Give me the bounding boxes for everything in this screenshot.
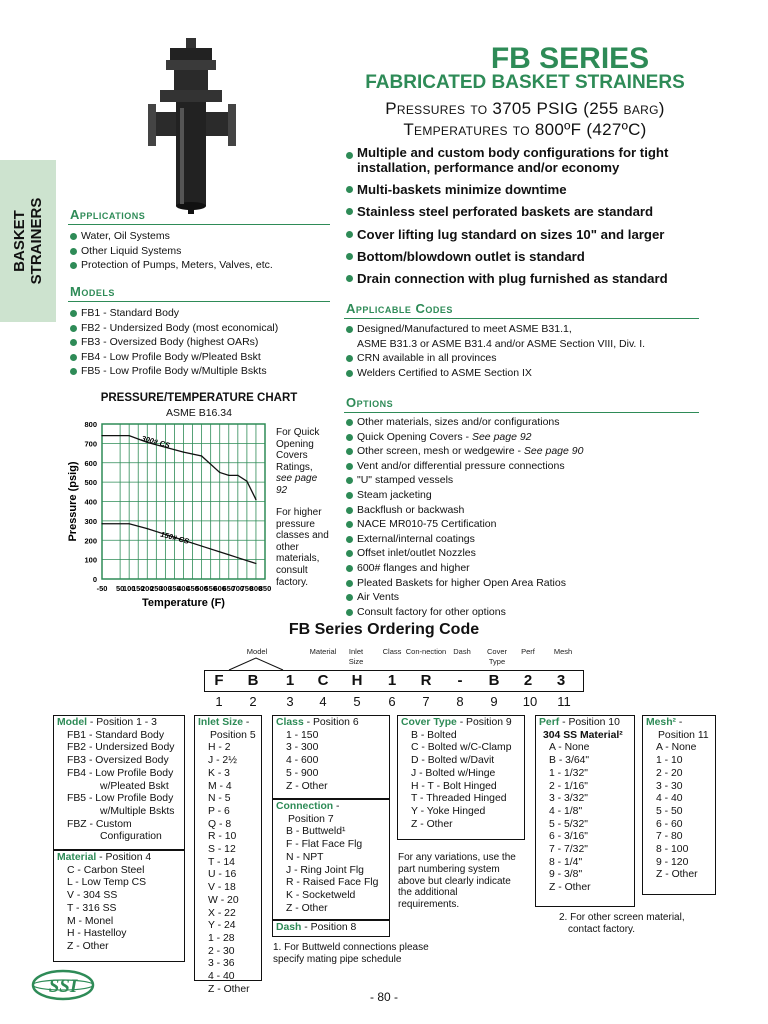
logo-text: SSI xyxy=(48,976,78,997)
position-number: 11 xyxy=(557,694,571,709)
position-number: 2 xyxy=(249,694,257,709)
temperature-rating: Temperatures to 800ºF (427ºC) xyxy=(403,120,647,139)
list-item: Consult factory for other options xyxy=(346,605,583,620)
pressure-rating: Pressures to 3705 PSIG (255 barg) xyxy=(385,99,665,118)
divider xyxy=(68,224,330,225)
box-item: 4 - 40 xyxy=(656,793,683,805)
footnote-line: 2. For other screen material, xyxy=(559,912,685,923)
box-item: 1 - 10 xyxy=(656,755,683,767)
box-item: H - 2 xyxy=(208,742,231,754)
x-axis-label: Temperature (F) xyxy=(142,597,225,609)
code-char: R xyxy=(420,672,432,689)
data-point xyxy=(246,560,247,561)
ordering-code-title: FB Series Ordering Code xyxy=(288,621,480,638)
side-tab xyxy=(0,160,56,322)
box-item: FB4 - Low Profile Body xyxy=(67,767,174,779)
code-header-perf: Perf xyxy=(521,647,535,656)
option-text: Other screen, mesh or wedgewire - xyxy=(357,445,524,458)
box-item: FBZ - Custom xyxy=(67,818,132,830)
list-item xyxy=(346,444,583,459)
box-title xyxy=(539,717,631,730)
y-axis-label: Pressure (psig) xyxy=(67,461,79,542)
feature-item: Bottom/blowdown outlet is standard xyxy=(346,246,706,268)
box-item: Z - Other xyxy=(286,902,328,914)
box-item: 4 - 600 xyxy=(286,755,319,767)
x-tick-label: 100 xyxy=(122,584,136,593)
note-line: classes and xyxy=(276,530,329,542)
note-line: consult xyxy=(276,564,308,576)
note-line: For Quick xyxy=(276,427,320,438)
list-item: Vent and/or differential pressure connections xyxy=(346,459,583,474)
box-item: 6 - 60 xyxy=(656,818,683,830)
box-item: S - 12 xyxy=(208,844,236,856)
list-item: FB1 - Standard Body xyxy=(70,306,278,321)
divider xyxy=(68,301,330,302)
box-item: FB1 - Standard Body xyxy=(67,729,165,741)
y-tick-label: 100 xyxy=(84,555,97,565)
box-position: - Position 6 xyxy=(303,717,359,728)
box-position: - Position 8 xyxy=(301,922,357,933)
box-item: Z - Other xyxy=(67,940,109,952)
box-item: V - 304 SS xyxy=(67,890,118,902)
applications-heading: Applications xyxy=(70,207,146,222)
y-tick-label: 600 xyxy=(84,458,97,468)
footnote-line: specify mating pipe schedule xyxy=(273,953,402,965)
applications-list xyxy=(70,229,273,273)
footnote-line: 1. For Buttweld connections please xyxy=(273,942,429,953)
code-char: - xyxy=(457,672,463,689)
data-point xyxy=(201,545,202,546)
position-number: 8 xyxy=(456,694,464,709)
code-header-inlet: Inlet Size xyxy=(348,647,364,666)
page-number: - 80 - xyxy=(369,990,398,1004)
code-char: 3 xyxy=(556,672,566,689)
box-title xyxy=(646,717,712,730)
list-item: "U" stamped vessels xyxy=(346,473,583,488)
x-tick-label: 50 xyxy=(115,584,125,593)
data-point xyxy=(255,563,256,564)
code-header-cover: Cover Type xyxy=(486,647,507,666)
box-item: 9 - 3/8" xyxy=(549,869,583,881)
box-item: 8 - 1/4" xyxy=(549,856,583,868)
list-item: Offset inlet/outlet Nozzles xyxy=(346,546,583,561)
box-item: R - Raised Face Flg xyxy=(286,877,379,889)
x-tick-label: 200 xyxy=(141,584,154,593)
page-title: FB SERIES xyxy=(490,42,650,75)
variation-note xyxy=(398,852,516,911)
list-item xyxy=(346,322,645,351)
feature-list xyxy=(346,145,706,290)
feature-item: Drain connection with plug furnished as standard xyxy=(346,268,706,290)
box-item: Configuration xyxy=(100,831,162,843)
position-number: 1 xyxy=(215,694,223,709)
note-line: above but clearly indicate xyxy=(398,875,511,887)
code-char: 2 xyxy=(523,672,533,689)
box-item: 4 - 40 xyxy=(208,971,235,983)
series-label: 300# CS xyxy=(140,433,171,450)
side-tab-line1: BASKET xyxy=(11,210,28,272)
list-item: Protection of Pumps, Meters, Valves, etc. xyxy=(70,258,273,273)
position-number: 9 xyxy=(490,694,498,709)
chart-subtitle: ASME B16.34 xyxy=(166,407,232,419)
list-item: External/internal coatings xyxy=(346,532,583,547)
box-position: - Position 4 xyxy=(96,852,152,863)
y-tick-label: 300 xyxy=(84,516,97,526)
position-number: 10 xyxy=(522,694,538,709)
x-tick-label: 350 xyxy=(168,584,181,593)
note-line: 92 xyxy=(276,484,288,496)
box-title xyxy=(198,717,258,730)
material-box xyxy=(53,850,185,962)
box-item: 5 - 900 xyxy=(286,767,319,779)
box-item: B - Buttweld¹ xyxy=(286,826,346,838)
box-position: - xyxy=(676,717,683,728)
code-char: B xyxy=(247,672,259,689)
data-point xyxy=(246,481,247,482)
x-tick-label: 700 xyxy=(231,584,245,593)
box-title-label: Cover Type xyxy=(401,717,457,728)
box-item: 5 - 5/32" xyxy=(549,818,588,830)
data-point xyxy=(101,435,102,436)
box-item: R - 10 xyxy=(208,831,237,843)
box-item: 3 - 3/32" xyxy=(549,793,588,805)
box-item: 1 - 28 xyxy=(208,932,235,944)
box-item: 9 - 120 xyxy=(656,856,689,868)
note-line: materials, xyxy=(276,553,320,565)
y-tick-label: 0 xyxy=(92,575,97,584)
box-title-label: Perf xyxy=(539,717,560,728)
box-position: - xyxy=(333,801,340,812)
box-position: - Position 1 - 3 xyxy=(87,717,157,728)
box-position: - xyxy=(243,717,250,728)
note-line: other xyxy=(276,541,299,553)
note-line: factory. xyxy=(276,576,309,588)
data-point xyxy=(147,528,148,529)
box-item: Z - Other xyxy=(286,780,328,792)
box-item: FB5 - Low Profile Body xyxy=(67,793,174,805)
y-tick-label: 400 xyxy=(84,497,97,507)
data-point xyxy=(228,475,229,476)
note-line: pressure xyxy=(276,518,315,530)
box-item: 5 - 50 xyxy=(656,805,683,817)
box-item: C - Bolted w/C-Clamp xyxy=(411,742,512,754)
box-item: Z - Other xyxy=(549,882,591,894)
list-item: Other Liquid Systems xyxy=(70,244,273,259)
model-bracket xyxy=(225,656,285,671)
data-point xyxy=(228,554,229,555)
model-box xyxy=(53,715,185,850)
box-item: M - Monel xyxy=(67,915,114,927)
page-ref: See page 92 xyxy=(471,430,532,443)
x-tick-label: 300 xyxy=(159,584,172,593)
box-position: - Position 9 xyxy=(456,717,512,728)
box-item: V - 18 xyxy=(208,882,236,894)
note-line: Opening xyxy=(276,438,314,450)
box-item: A - None xyxy=(549,742,590,754)
box-title xyxy=(401,717,521,730)
chart-title: PRESSURE/TEMPERATURE CHART xyxy=(100,392,298,404)
note-line: part numbering system xyxy=(398,863,500,875)
box-item: B - Bolted xyxy=(411,729,457,741)
box-item: B - 3/64" xyxy=(549,755,590,767)
box-item: J - Ring Joint Flg xyxy=(286,864,364,876)
box-title-label: Material xyxy=(57,852,97,863)
note-line: Covers xyxy=(276,450,308,462)
code-char: 1 xyxy=(285,672,295,689)
codes-list xyxy=(346,322,645,380)
x-tick-label: 400 xyxy=(177,584,190,593)
data-point xyxy=(129,435,130,436)
feature-item: Multi-baskets minimize downtime xyxy=(346,179,706,201)
models-heading: Models xyxy=(70,284,115,299)
box-item: Y - Yoke Hinged xyxy=(411,805,486,817)
option-text: Other materials, sizes and/or configurations xyxy=(357,416,560,428)
list-item xyxy=(346,415,583,430)
page-ref: See page 90 xyxy=(523,445,584,458)
code-header-model: Model xyxy=(246,647,268,656)
box-item: 1 - 1/32" xyxy=(549,767,588,779)
x-tick-label: 250 xyxy=(150,584,163,593)
box-title-label: Class xyxy=(276,717,304,728)
list-item: Backflush or backwash xyxy=(346,503,583,518)
code-header-class: Class xyxy=(382,647,402,656)
x-tick-label: 850 xyxy=(258,584,272,593)
box-item: 3 - 30 xyxy=(656,780,683,792)
applicable-codes-heading: Applicable Codes xyxy=(346,301,453,316)
box-subtitle: 304 SS Material² xyxy=(543,729,623,741)
data-point xyxy=(183,451,184,452)
position-number: 6 xyxy=(388,694,396,709)
list-item: Welders Certified to ASME Section IX xyxy=(346,366,645,381)
option-text: Quick Opening Covers - xyxy=(357,430,472,443)
y-tick-label: 700 xyxy=(84,439,97,449)
box-position: Position 11 xyxy=(658,729,709,741)
list-item: FB4 - Low Profile Body w/Pleated Bskt xyxy=(70,350,278,365)
box-item: T - 14 xyxy=(208,856,235,868)
box-title xyxy=(276,801,386,814)
box-item: 2 - 30 xyxy=(208,945,235,957)
pressure-temperature-chart xyxy=(60,418,275,618)
box-item: M - 4 xyxy=(208,780,232,792)
box-item: FB3 - Oversized Body xyxy=(67,755,169,767)
box-item: 1 - 150 xyxy=(286,729,319,741)
box-title-label: Model xyxy=(57,717,88,728)
series-label: 150# CS xyxy=(159,529,190,546)
box-title-label: Connection xyxy=(276,801,334,812)
box-item: N - NPT xyxy=(286,851,324,863)
list-item: FB5 - Low Profile Body w/Multiple Bskts xyxy=(70,364,278,379)
box-item: W - 20 xyxy=(208,894,239,906)
box-item: 7 - 7/32" xyxy=(549,844,588,856)
list-item: Pleated Baskets for higher Open Area Ratios xyxy=(346,576,583,591)
box-item: F - Flat Face Flg xyxy=(286,839,363,851)
feature-item: Multiple and custom body configurations for tight installation, performance and/or economy xyxy=(346,145,706,179)
code-char: H xyxy=(351,672,363,689)
box-item: Z - Other xyxy=(656,869,698,881)
box-item: K - Socketweld xyxy=(286,889,356,901)
list-item: FB2 - Undersized Body (most economical) xyxy=(70,321,278,336)
page-subtitle: FABRICATED BASKET STRAINERS xyxy=(365,72,685,93)
options-heading: Options xyxy=(346,395,394,410)
y-tick-label: 800 xyxy=(84,420,97,429)
box-position: - Position 10 xyxy=(559,717,620,728)
list-item xyxy=(346,430,583,445)
box-item: 2 - 20 xyxy=(656,767,683,779)
code-header-connection: Con-nection xyxy=(405,647,447,656)
box-item: 3 - 300 xyxy=(286,742,319,754)
list-item: CRN available in all provinces xyxy=(346,351,645,366)
ssi-logo xyxy=(30,968,96,1002)
box-item: 6 - 3/16" xyxy=(549,831,588,843)
y-tick-label: 500 xyxy=(84,478,97,488)
higher-pressure-note xyxy=(276,507,329,588)
box-item: L - Low Temp CS xyxy=(67,877,147,889)
list-item: Steam jacketing xyxy=(346,488,583,503)
feature-item: Cover lifting lug standard on sizes 10" and larger xyxy=(346,224,706,246)
quick-opening-note xyxy=(276,427,319,497)
box-item: K - 3 xyxy=(208,767,230,779)
box-item: U - 16 xyxy=(208,869,237,881)
box-title-label: Dash xyxy=(276,922,302,933)
code-char: 1 xyxy=(387,672,397,689)
position-number: 4 xyxy=(319,694,327,709)
strainer-product-image xyxy=(140,38,250,218)
box-item: H - Hastelloy xyxy=(67,928,127,940)
code-char: C xyxy=(317,672,329,689)
divider xyxy=(344,412,699,413)
list-item: FB3 - Oversized Body (highest OARs) xyxy=(70,335,278,350)
box-title xyxy=(57,852,181,865)
position-number: 5 xyxy=(353,694,361,709)
x-tick-label: 550 xyxy=(204,584,217,593)
inlet-size-box xyxy=(194,715,262,995)
box-item: FB2 - Undersized Body xyxy=(67,742,175,754)
data-point xyxy=(255,499,256,500)
box-item: w/Multiple Bskts xyxy=(100,805,175,817)
y-tick-label: 200 xyxy=(84,536,97,546)
x-tick-label: 800 xyxy=(249,584,263,593)
box-item: N - 5 xyxy=(208,793,231,805)
box-item: w/Pleated Bskt xyxy=(100,780,169,792)
data-point xyxy=(237,475,238,476)
divider xyxy=(344,318,699,319)
position-number: 3 xyxy=(286,694,294,709)
code-char: F xyxy=(214,672,224,689)
box-position: Position 5 xyxy=(210,729,256,741)
x-tick-label: -50 xyxy=(96,584,108,593)
box-item: 7 - 80 xyxy=(656,831,683,843)
note-line: For higher xyxy=(276,507,322,518)
box-item: J - 2½ xyxy=(208,755,237,767)
perf-box xyxy=(535,715,635,907)
box-position: Position 7 xyxy=(288,813,334,825)
side-tab-label xyxy=(11,198,45,285)
code-header-mesh: Mesh xyxy=(553,647,573,656)
x-tick-label: 600 xyxy=(213,584,226,593)
box-item: T - Threaded Hinged xyxy=(411,793,507,805)
note-line: requirements. xyxy=(398,899,460,911)
note-line: Ratings, xyxy=(276,461,313,473)
footnote-screen-material xyxy=(559,912,685,936)
class-box xyxy=(272,715,390,799)
connection-box xyxy=(272,799,390,920)
data-point xyxy=(201,455,202,456)
side-tab-line2: STRAINERS xyxy=(28,197,45,285)
mesh-box xyxy=(642,715,716,895)
data-point xyxy=(219,551,220,552)
list-item: NACE MR010-75 Certification xyxy=(346,517,583,532)
cover-type-box xyxy=(397,715,525,840)
position-number: 7 xyxy=(422,694,430,709)
box-item: T - 316 SS xyxy=(67,902,117,914)
list-item: Water, Oil Systems xyxy=(70,229,273,244)
data-point xyxy=(101,523,102,524)
box-item: 2 - 1/16" xyxy=(549,780,588,792)
box-item: Y - 24 xyxy=(208,920,236,932)
note-line: For any variations, use the xyxy=(398,852,516,863)
box-title xyxy=(57,717,181,730)
box-item: P - 6 xyxy=(208,805,230,817)
note-line: the additional xyxy=(398,887,458,899)
box-item: 4 - 1/8" xyxy=(549,805,583,817)
box-title-label: Mesh² xyxy=(646,717,677,728)
box-title xyxy=(276,922,386,935)
box-item: 3 - 36 xyxy=(208,958,235,970)
x-tick-label: 650 xyxy=(222,584,236,593)
code-header-dash: Dash xyxy=(453,647,471,656)
code-line: ASME B31.3 or ASME B31.4 and/or ASME Section VIII, Div. I. xyxy=(357,337,646,350)
data-point xyxy=(219,472,220,473)
feature-item: Stainless steel perforated baskets are standard xyxy=(346,201,706,223)
code-header-material: Material xyxy=(309,647,337,656)
models-list xyxy=(70,306,278,379)
list-item: 600# flanges and higher xyxy=(346,561,583,576)
options-list xyxy=(346,415,583,619)
x-tick-label: 750 xyxy=(240,584,254,593)
box-item: A - None xyxy=(656,742,697,754)
data-point xyxy=(237,557,238,558)
box-item: Q - 8 xyxy=(208,818,232,830)
footnote-buttweld xyxy=(273,942,429,966)
x-tick-label: 500 xyxy=(195,584,208,593)
x-tick-label: 150 xyxy=(131,584,145,593)
footnote-line: contact factory. xyxy=(568,923,636,935)
note-line: see page xyxy=(276,473,318,485)
list-item: Air Vents xyxy=(346,590,583,605)
box-item: C - Carbon Steel xyxy=(67,864,145,876)
box-item: 8 - 100 xyxy=(656,844,689,856)
code-line: Designed/Manufactured to meet ASME B31.1, xyxy=(357,323,572,335)
data-point xyxy=(129,523,130,524)
code-char: B xyxy=(488,672,500,689)
box-item: Z - Other xyxy=(411,818,453,830)
box-title-label: Inlet Size xyxy=(198,717,244,728)
box-item: D - Bolted w/Davit xyxy=(411,755,495,767)
box-title xyxy=(276,717,386,730)
box-item: X - 22 xyxy=(208,907,236,919)
x-tick-label: 450 xyxy=(186,584,199,593)
box-item: H - T - Bolt Hinged xyxy=(411,780,497,792)
box-item: Z - Other xyxy=(208,983,250,995)
dash-box xyxy=(272,920,390,937)
box-item: J - Bolted w/Hinge xyxy=(411,767,496,779)
